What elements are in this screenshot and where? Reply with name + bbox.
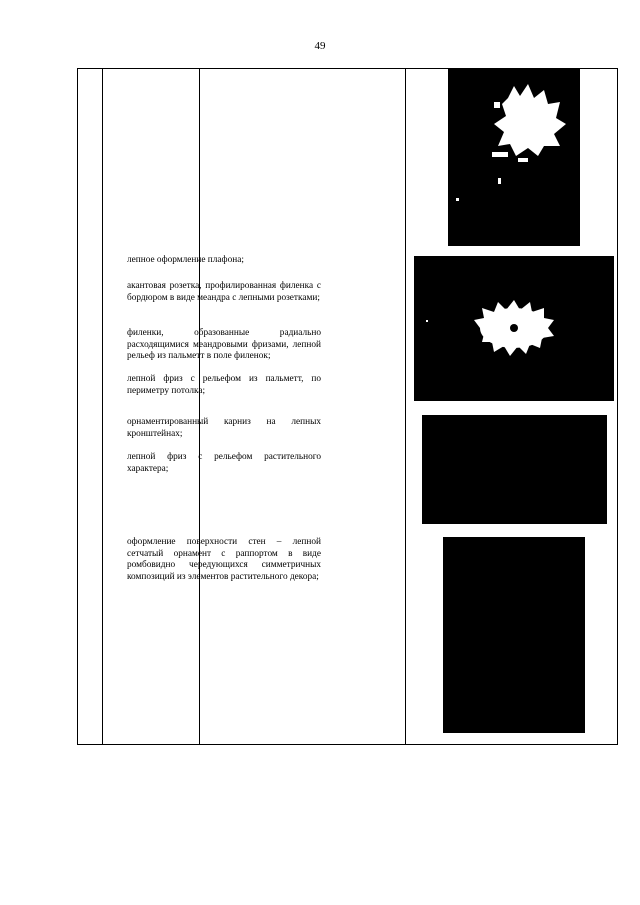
- photo-rosette-image: [414, 256, 614, 401]
- description-frieze-floral: лепной фриз с рельефом растительного характера;: [127, 452, 321, 474]
- photo-plafond-image: [448, 68, 580, 246]
- photo-plafond: [448, 68, 580, 246]
- column-divider: [405, 69, 406, 744]
- photo-walls: [443, 537, 585, 733]
- column-divider: [199, 69, 200, 744]
- description-frieze-palmettes: лепной фриз с рельефом из пальметт, по периметру потолка;: [127, 374, 321, 396]
- photo-cornice: [422, 415, 607, 524]
- description-panels: филенки, образованные радиально расходящимися меандровыми фризами, лепной рельеф из пальметт в поле филенок;: [127, 328, 321, 361]
- description-rosette: акантовая розетка, профилированная филенка с бордюром в виде меандра с лепными розетками;: [127, 281, 321, 303]
- description-walls: оформление поверхности стен – лепной сетчатый орнамент с раппортом в виде ромбовидно чередующихся симметричных композиций из элементов растительного декора;: [127, 537, 321, 582]
- description-cornice: орнаментированный карниз на лепных кронштейнах;: [127, 417, 321, 439]
- photo-rosette: [414, 256, 614, 401]
- page-number: 49: [314, 40, 326, 52]
- column-divider: [102, 69, 103, 744]
- description-plafond: лепное оформление плафона;: [127, 255, 244, 265]
